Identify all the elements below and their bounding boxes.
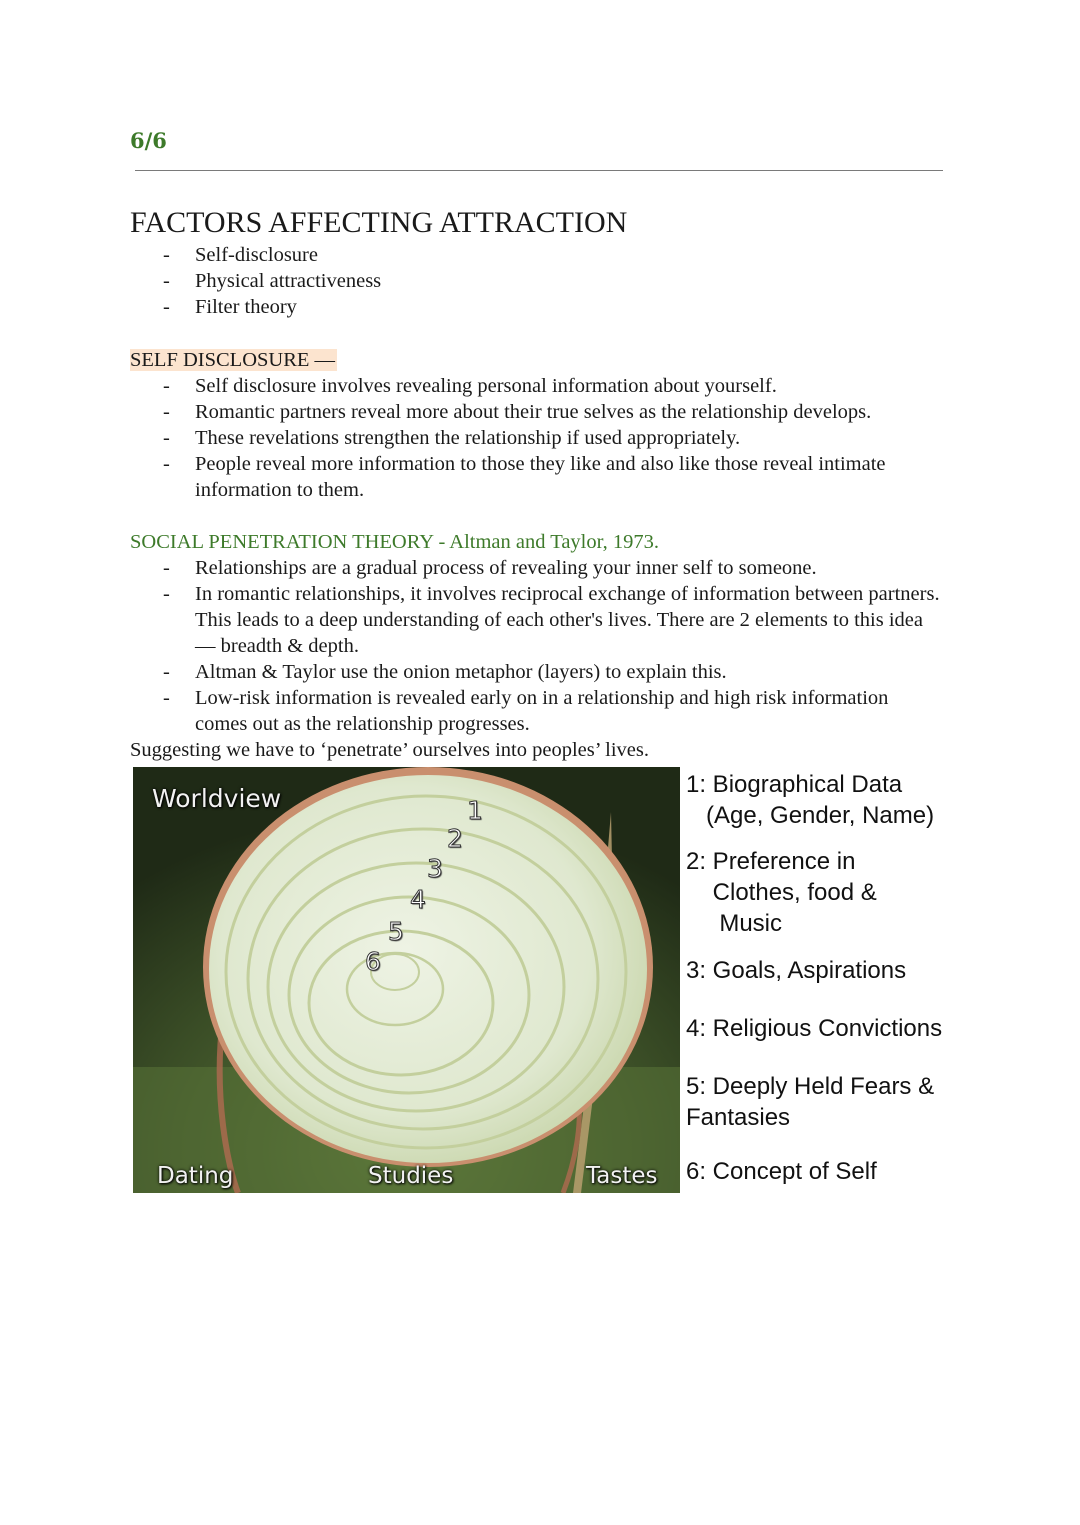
worldview-label: Worldview [152, 784, 282, 813]
layer-number-4: 4 [410, 885, 426, 914]
highlighted-title: SELF DISCLOSURE — [130, 349, 336, 371]
layer-number-5: 5 [388, 917, 404, 946]
legend-item-5: 5: Deeply Held Fears & Fantasies [686, 1073, 935, 1131]
list-item: - Relationships are a gradual process of revealing your inner self to someone. [163, 557, 817, 579]
header-divider [135, 170, 943, 171]
list-item: - Filter theory [163, 296, 297, 318]
legend-item-3: 3: Goals, Aspirations [686, 957, 907, 984]
tastes-label: Tastes [586, 1163, 658, 1189]
factors-list [0, 242, 940, 320]
onion-layers-image [133, 767, 680, 1193]
list-item: - Physical attractiveness [163, 270, 382, 292]
page-title: FACTORS AFFECTING ATTRACTION [130, 206, 628, 239]
list-item: - Altman & Taylor use the onion metaphor (layers) to explain this. [163, 661, 727, 683]
legend-item-1: 1: Biographical Data (Age, Gender, Name) [686, 771, 935, 829]
list-item: - Low-risk information is revealed early on in a relationship and high risk information comes out as the relationship progresses. [163, 687, 889, 735]
studies-label: Studies [368, 1163, 454, 1189]
layer-number-6: 6 [365, 947, 381, 976]
layer-number-2: 2 [447, 824, 463, 853]
page-number: 6/6 [130, 128, 167, 153]
list-item: - Self disclosure involves revealing personal information about yourself. [163, 375, 777, 397]
list-item: - These revelations strengthen the relationship if used appropriately. [163, 427, 741, 449]
legend-item-2: 2: Preference in Clothes, food & Music [686, 848, 877, 937]
self-disclosure-heading [130, 347, 337, 373]
social-penetration-heading: SOCIAL PENETRATION THEORY - Altman and Taylor, 1973. [130, 531, 660, 553]
list-item: - Self-disclosure [163, 244, 318, 266]
legend-item-4: 4: Religious Convictions [686, 1015, 943, 1042]
legend-item-6: 6: Concept of Self [686, 1158, 877, 1185]
onion-illustration [133, 767, 680, 1193]
social-penetration-list [0, 555, 940, 737]
self-disclosure-list [0, 373, 940, 503]
list-item: - People reveal more information to those they like and also like those reveal intimate information to them. [163, 453, 886, 501]
conclusion-text: Suggesting we have to ‘penetrate’ ourselves into peoples’ lives. [130, 739, 649, 761]
layer-number-3: 3 [427, 854, 443, 883]
list-item: - Romantic partners reveal more about their true selves as the relationship develops. [163, 401, 872, 423]
layer-number-1: 1 [467, 796, 483, 825]
list-item: - In romantic relationships, it involves reciprocal exchange of information between partners. This leads to a deep understanding of each other's lives. There are 2 elements to this idea — breadth & depth. [163, 583, 940, 657]
dating-label: Dating [157, 1163, 234, 1189]
